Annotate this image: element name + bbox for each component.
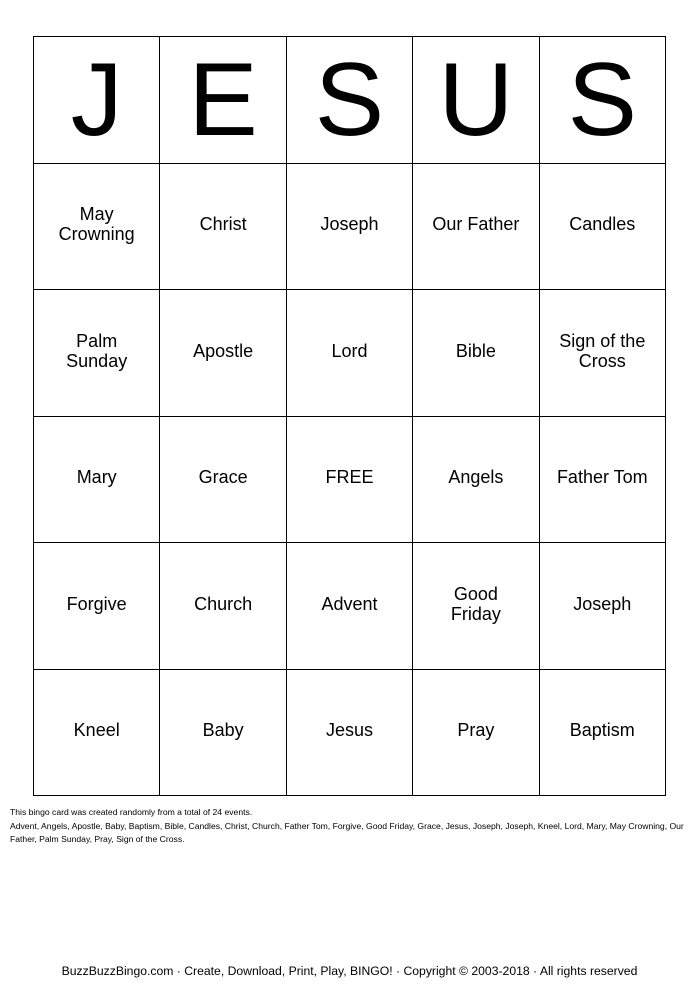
bingo-cell-free xyxy=(287,413,413,544)
bingo-cell xyxy=(34,160,160,291)
bingo-cell xyxy=(160,413,286,544)
bingo-cell-label: Our Father xyxy=(432,214,520,235)
note-event-list: Advent, Angels, Apostle, Baby, Baptism, Bible, Candles, Christ, Church, Father Tom, Forgive, Good Friday, Grace, Jesus, Joseph, Joseph, Kneel, Lord, Mary, May Crowning, Our Father, Palm Sunday, Pray, Sign of the Cross. xyxy=(10,820,684,844)
bingo-cell-label: Christ xyxy=(199,214,247,235)
bingo-cell-label: Good Friday xyxy=(450,583,501,624)
bingo-cell-label: Sign of the Cross xyxy=(559,330,646,371)
bingo-cell-label: Angels xyxy=(448,467,504,488)
bingo-cell xyxy=(540,666,666,797)
bingo-cell xyxy=(413,160,539,291)
bingo-cell xyxy=(287,160,413,291)
bingo-cell xyxy=(413,666,539,797)
bingo-cell-label: Candles xyxy=(569,214,636,235)
footer-copyright: BuzzBuzzBingo.com · Create, Download, Print, Play, BINGO! · Copyright © 2003-2018 · All rights reserved xyxy=(61,964,638,978)
bingo-cell xyxy=(34,666,160,797)
bingo-cell xyxy=(34,286,160,417)
bingo-cell xyxy=(287,539,413,670)
bingo-cell-label: Mary xyxy=(76,467,117,488)
bingo-cell xyxy=(160,286,286,417)
bingo-cell-label: Lord xyxy=(331,340,368,361)
bingo-cell-label: FREE xyxy=(325,467,374,488)
bingo-cell xyxy=(540,539,666,670)
bingo-cell xyxy=(287,286,413,417)
bingo-cell xyxy=(34,539,160,670)
bingo-cell-label: Palm Sunday xyxy=(66,330,128,371)
header-letter-s-2: S xyxy=(540,37,666,164)
header-letter-u: U xyxy=(413,37,539,164)
bingo-cell-label: Grace xyxy=(198,467,248,488)
bingo-cell-label: Bible xyxy=(455,340,496,361)
header-letter-j: J xyxy=(34,37,160,164)
bingo-cell-label: Joseph xyxy=(320,214,379,235)
bingo-cell-label: Apostle xyxy=(193,340,254,361)
bingo-cell-label: Joseph xyxy=(573,593,632,614)
note-summary: This bingo card was created randomly from a total of 24 events. xyxy=(10,807,253,817)
bingo-cell-label: Kneel xyxy=(73,720,120,741)
bingo-cell-label: Baptism xyxy=(569,720,635,741)
bingo-cell xyxy=(160,539,286,670)
header-letter-e: E xyxy=(160,37,286,164)
bingo-cell xyxy=(540,286,666,417)
bingo-cell-label: May Crowning xyxy=(58,204,135,245)
bingo-cell-label: Church xyxy=(194,593,253,614)
bingo-cell-label: Forgive xyxy=(66,593,127,614)
bingo-cell-label: Advent xyxy=(321,593,378,614)
bingo-cell xyxy=(540,413,666,544)
bingo-cell-label: Baby xyxy=(202,720,244,741)
header-letter-s: S xyxy=(287,37,413,164)
bingo-cell-label: Pray xyxy=(457,720,495,741)
bingo-cell-label: Father Tom xyxy=(556,467,648,488)
bingo-cell xyxy=(413,286,539,417)
card-generation-note xyxy=(10,806,690,847)
bingo-cell xyxy=(287,666,413,797)
bingo-cell xyxy=(413,539,539,670)
bingo-cell-label: Jesus xyxy=(325,720,373,741)
bingo-cell xyxy=(160,160,286,291)
bingo-cell xyxy=(34,413,160,544)
bingo-cell xyxy=(413,413,539,544)
bingo-card xyxy=(33,36,666,796)
bingo-cell xyxy=(540,160,666,291)
bingo-cell xyxy=(160,666,286,797)
